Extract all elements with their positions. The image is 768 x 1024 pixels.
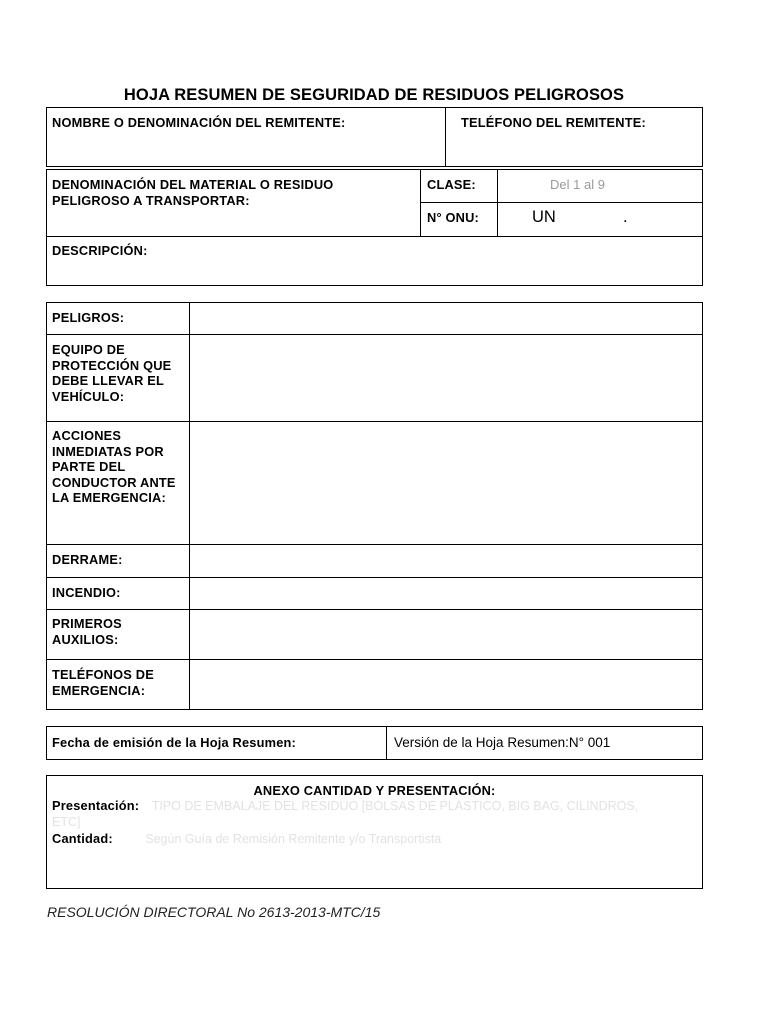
sender-name-label: NOMBRE O DENOMINACIÓN DEL REMITENTE:: [52, 115, 346, 130]
onu-label: N° ONU:: [427, 210, 480, 225]
class-field[interactable]: Del 1 al 9: [550, 177, 605, 192]
description-label: DESCRIPCIÓN:: [52, 243, 148, 258]
protection-equipment-label: EQUIPO DE PROTECCIÓN QUE DEBE LLEVAR EL VEHÍCULO:: [52, 342, 172, 404]
hazards-table: [46, 302, 703, 710]
material-section: [46, 169, 703, 286]
spill-field[interactable]: [191, 546, 702, 577]
annex-section: [46, 775, 703, 889]
quantity-hint[interactable]: Según Guía de Remisión Remitente y/o Transportista: [145, 832, 442, 846]
presentation-row: [52, 798, 642, 830]
sender-phone-label: TELÉFONO DEL REMITENTE:: [461, 115, 646, 130]
immediate-actions-label: ACCIONES INMEDIATAS POR PARTE DEL CONDUCTOR ANTE LA EMERGENCIA:: [52, 428, 176, 505]
fire-field[interactable]: [191, 579, 702, 609]
material-name-label: DENOMINACIÓN DEL MATERIAL O RESIDUO PELIGROSO A TRANSPORTAR:: [52, 177, 334, 208]
spill-label: DERRAME:: [52, 552, 123, 567]
hazards-field[interactable]: [191, 303, 702, 334]
onu-prefix: UN: [532, 208, 556, 226]
fire-label: INCENDIO:: [52, 585, 121, 600]
page-title: HOJA RESUMEN DE SEGURIDAD DE RESIDUOS PELIGROSOS: [123, 86, 625, 104]
protection-equipment-field[interactable]: [191, 336, 702, 421]
onu-field[interactable]: [532, 208, 692, 230]
class-label: CLASE:: [427, 177, 476, 192]
issue-date-label: Fecha de emisión de la Hoja Resumen:: [52, 735, 297, 750]
annex-title: ANEXO CANTIDAD Y PRESENTACIÓN:: [253, 783, 496, 798]
issue-section: [46, 726, 703, 760]
presentation-label: Presentación:: [52, 798, 140, 813]
presentation-hint[interactable]: TIPO DE EMBALAJE DEL RESIDUO [BOLSAS DE PLASTICO, BIG BAG, CILINDROS, ETC]: [52, 799, 639, 829]
sender-section: [46, 107, 703, 167]
first-aid-label: PRIMEROS AUXILIOS:: [52, 616, 122, 647]
immediate-actions-field[interactable]: [191, 423, 702, 544]
emergency-phones-label: TELÉFONOS DE EMERGENCIA:: [52, 667, 154, 698]
quantity-label: Cantidad:: [52, 831, 113, 846]
version-text: Versión de la Hoja Resumen:N° 001: [394, 735, 611, 750]
quantity-row: [52, 830, 652, 848]
emergency-phones-field[interactable]: [191, 661, 702, 709]
hazards-label: PELIGROS:: [52, 310, 125, 325]
footer-resolution: RESOLUCIÓN DIRECTORAL No 2613-2013-MTC/15: [47, 904, 381, 920]
onu-dot: .: [623, 208, 628, 226]
first-aid-field[interactable]: [191, 611, 702, 659]
